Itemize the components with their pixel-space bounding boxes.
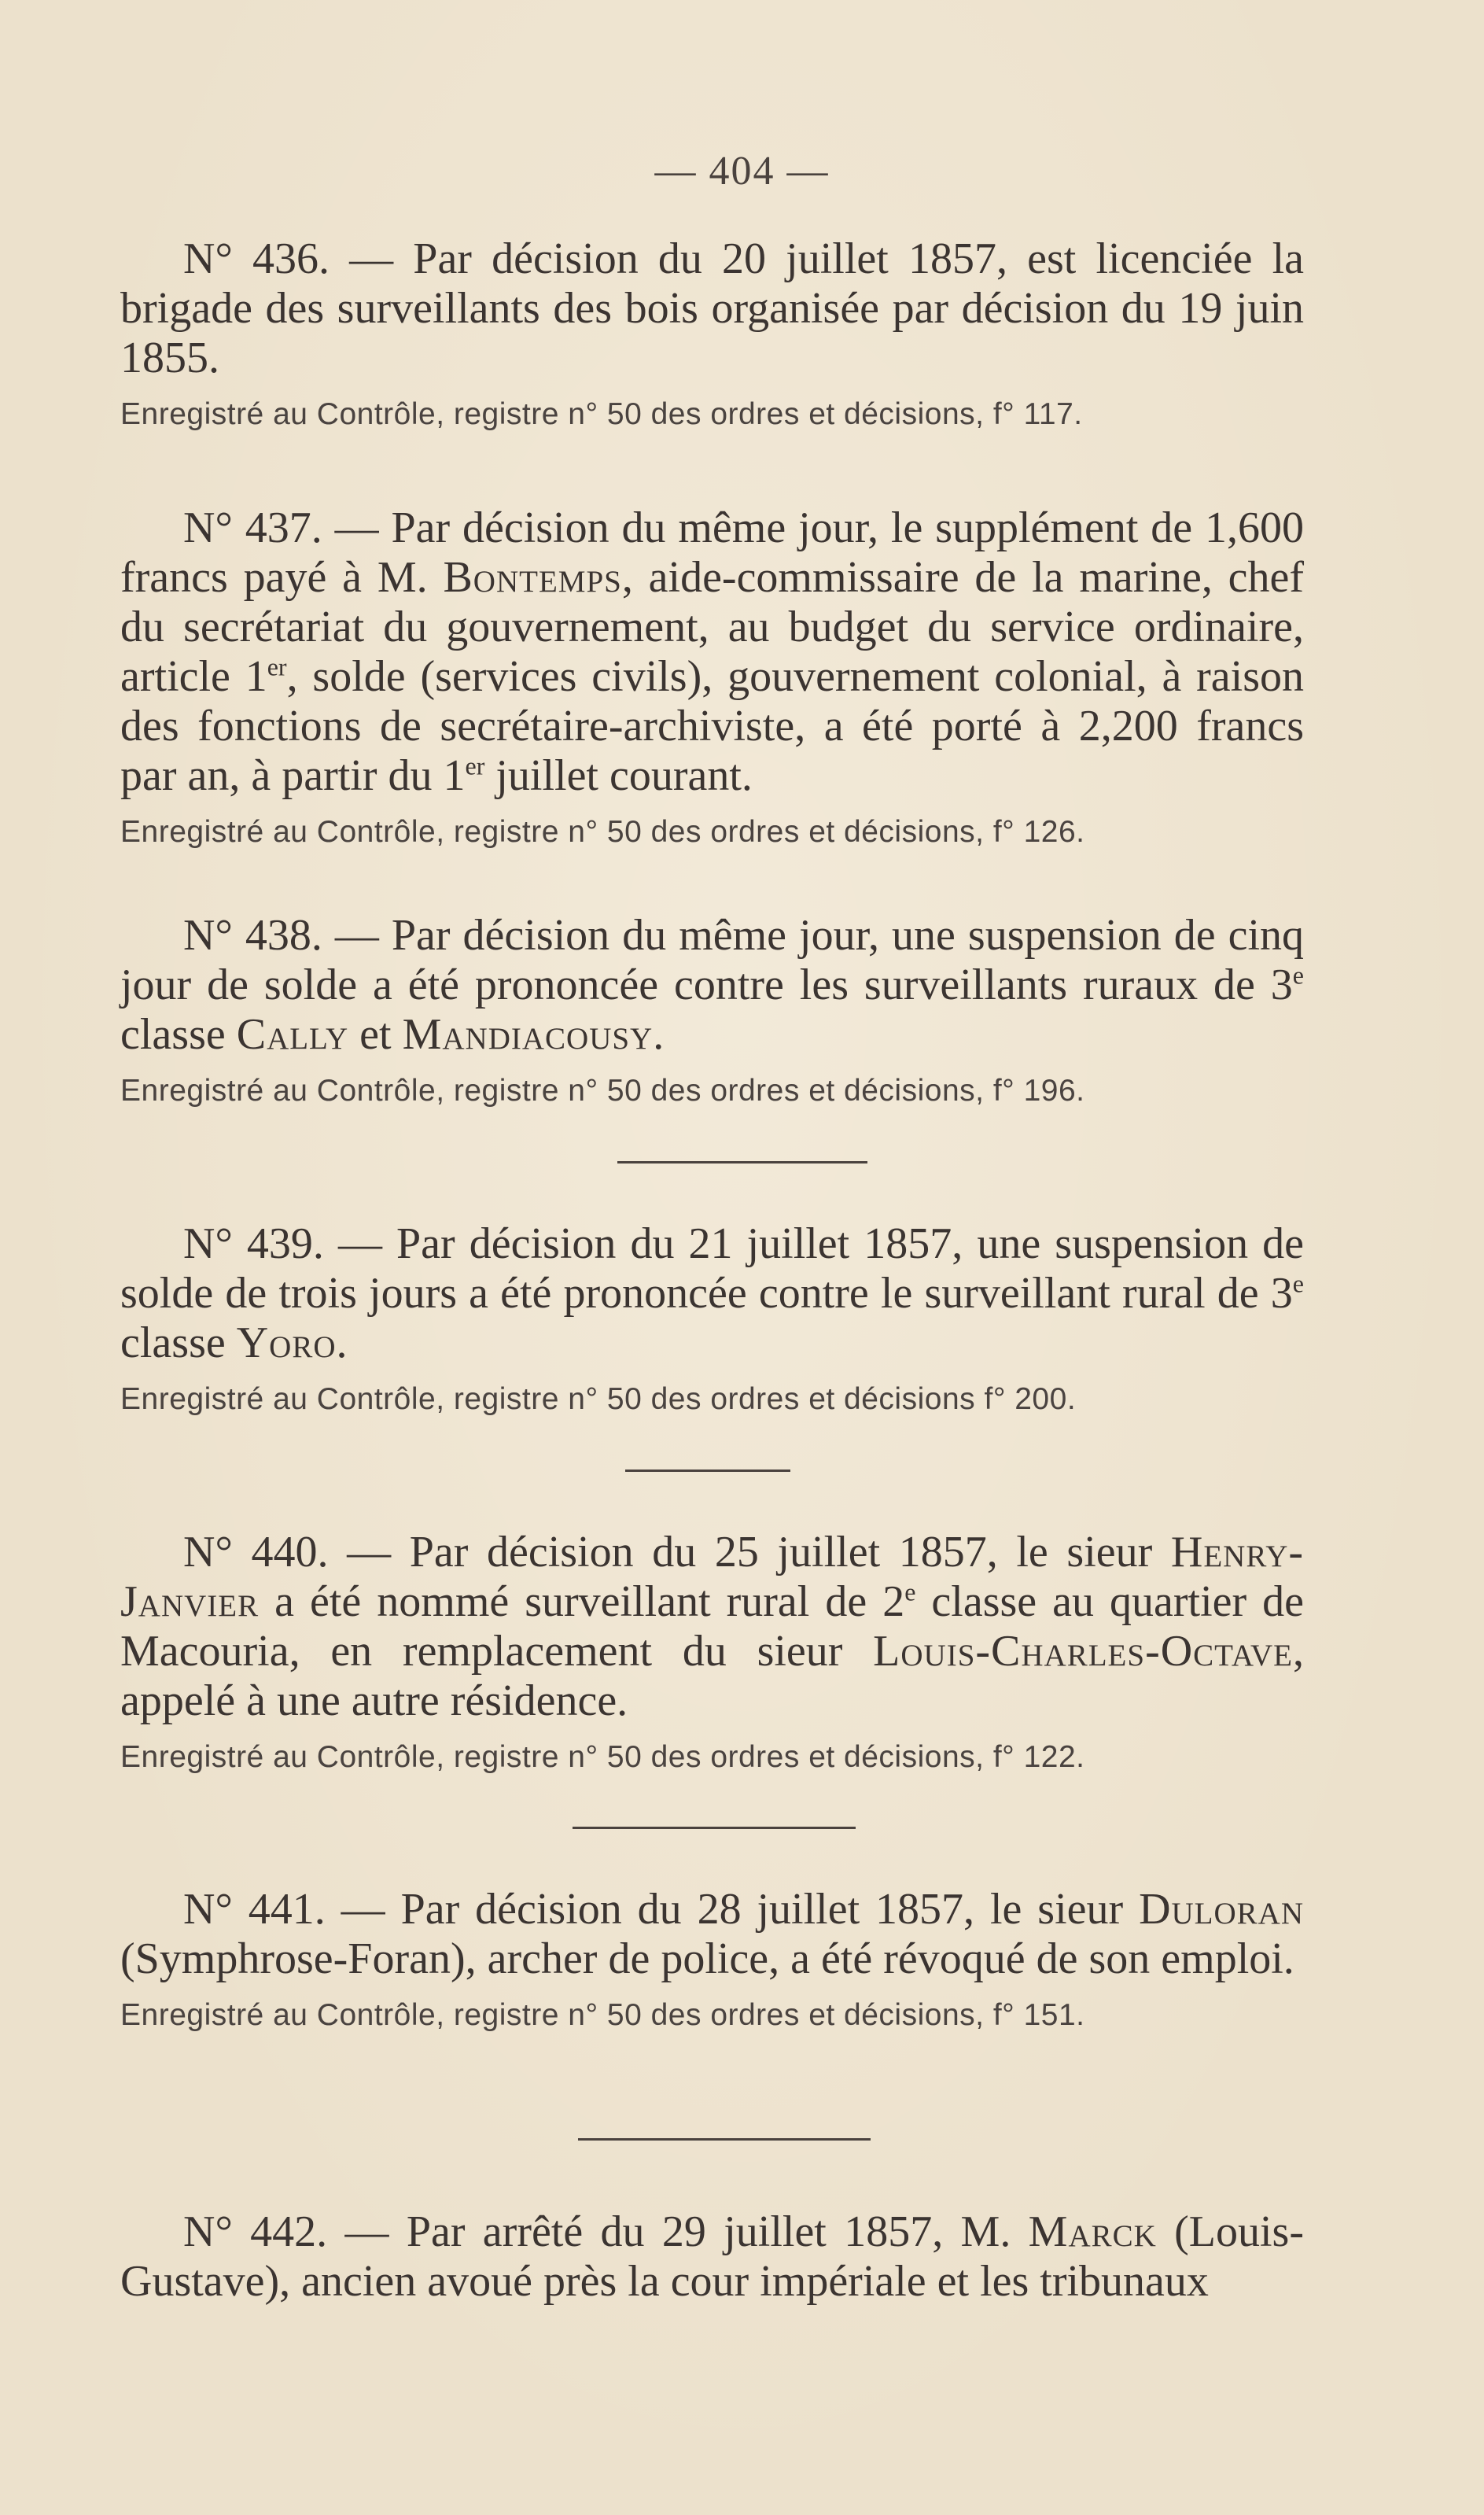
entry-number: N° 437.: [183, 503, 322, 552]
entry-437-text: N° 437. — Par décision du même jour, le supplément de 1,600 francs payé à M. Bontemps, aide-commissaire de la marine, chef du secrétariat du gouvernement, au budget du service ordinaire, article 1er, solde (services civils), gouvernement colonial, à raison des fonctions de secrétaire-archiviste, a été porté à 2,200 francs par an, à partir du 1er juillet courant.: [120, 503, 1304, 800]
separator-rule: [578, 2138, 871, 2141]
person-name: Yoro: [236, 1318, 337, 1367]
person-name: Cally: [236, 1010, 349, 1059]
entry-number: N° 440.: [183, 1528, 329, 1576]
entry-number: N° 436.: [183, 234, 330, 283]
entry-number: N° 442.: [183, 2207, 328, 2256]
entry-441: [120, 1885, 1304, 2036]
registration-note: Enregistré au Contrôle, registre n° 50 des ordres et décisions, f° 151.: [120, 1998, 1085, 2032]
entry-438-text: N° 438. — Par décision du même jour, une suspension de cinq jour de solde a été prononcée contre les surveillants ruraux de 3e classe Cally et Mandiacousy.: [120, 911, 1304, 1059]
separator-rule: [617, 1161, 867, 1163]
person-name: Henry-Janvier: [120, 1528, 1305, 1626]
registration-note: Enregistré au Contrôle, registre n° 50 des ordres et décisions, f° 196.: [120, 1074, 1085, 1108]
person-name: Louis-Charles-Octave: [873, 1627, 1293, 1676]
page-number: — 404 —: [654, 149, 830, 194]
separator-rule: [573, 1827, 856, 1829]
person-name: Mandiacousy: [402, 1010, 654, 1059]
entry-437: [120, 503, 1304, 853]
person-name: Marck: [1028, 2207, 1157, 2256]
separator-rule: [625, 1470, 790, 1472]
entry-442: [120, 2207, 1304, 2307]
person-name: Bontemps: [443, 553, 622, 602]
entry-439: [120, 1219, 1304, 1420]
entry-436: [120, 234, 1304, 435]
entry-number: N° 439.: [183, 1219, 324, 1268]
entry-number: N° 441.: [183, 1885, 326, 1934]
entry-442-text: N° 442. — Par arrêté du 29 juillet 1857, M. Marck (Louis-Gustave), ancien avoué près la cour impériale et les tribunaux: [120, 2207, 1304, 2306]
registration-note: Enregistré au Contrôle, registre n° 50 des ordres et décisions, f° 122.: [120, 1740, 1085, 1774]
registration-note: Enregistré au Contrôle, registre n° 50 des ordres et décisions f° 200.: [120, 1382, 1077, 1416]
entry-438: [120, 911, 1304, 1112]
entry-440-text: N° 440. — Par décision du 25 juillet 1857, le sieur Henry-Janvier a été nommé surveillant rural de 2e classe au quartier de Macouria, en remplacement du sieur Louis-Charles-Octave, appelé à une autre résidence.: [120, 1528, 1305, 1725]
entry-441-text: N° 441. — Par décision du 28 juillet 1857, le sieur Duloran (Symphrose-Foran), archer de police, a été révoqué de son emploi.: [120, 1885, 1304, 1983]
registration-note: Enregistré au Contrôle, registre n° 50 des ordres et décisions, f° 126.: [120, 815, 1085, 849]
person-name: Duloran: [1139, 1885, 1304, 1934]
registration-note: Enregistré au Contrôle, registre n° 50 des ordres et décisions, f° 117.: [120, 397, 1083, 431]
entry-440: [120, 1528, 1304, 1778]
entry-436-text: N° 436. — Par décision du 20 juillet 1857, est licenciée la brigade des surveillants des bois organisée par décision du 19 juin 1855.: [120, 234, 1304, 382]
entry-number: N° 438.: [183, 911, 322, 960]
entry-439-text: N° 439. — Par décision du 21 juillet 1857, une suspension de solde de trois jours a été prononcée contre le surveillant rural de 3e classe Yoro.: [120, 1219, 1304, 1367]
